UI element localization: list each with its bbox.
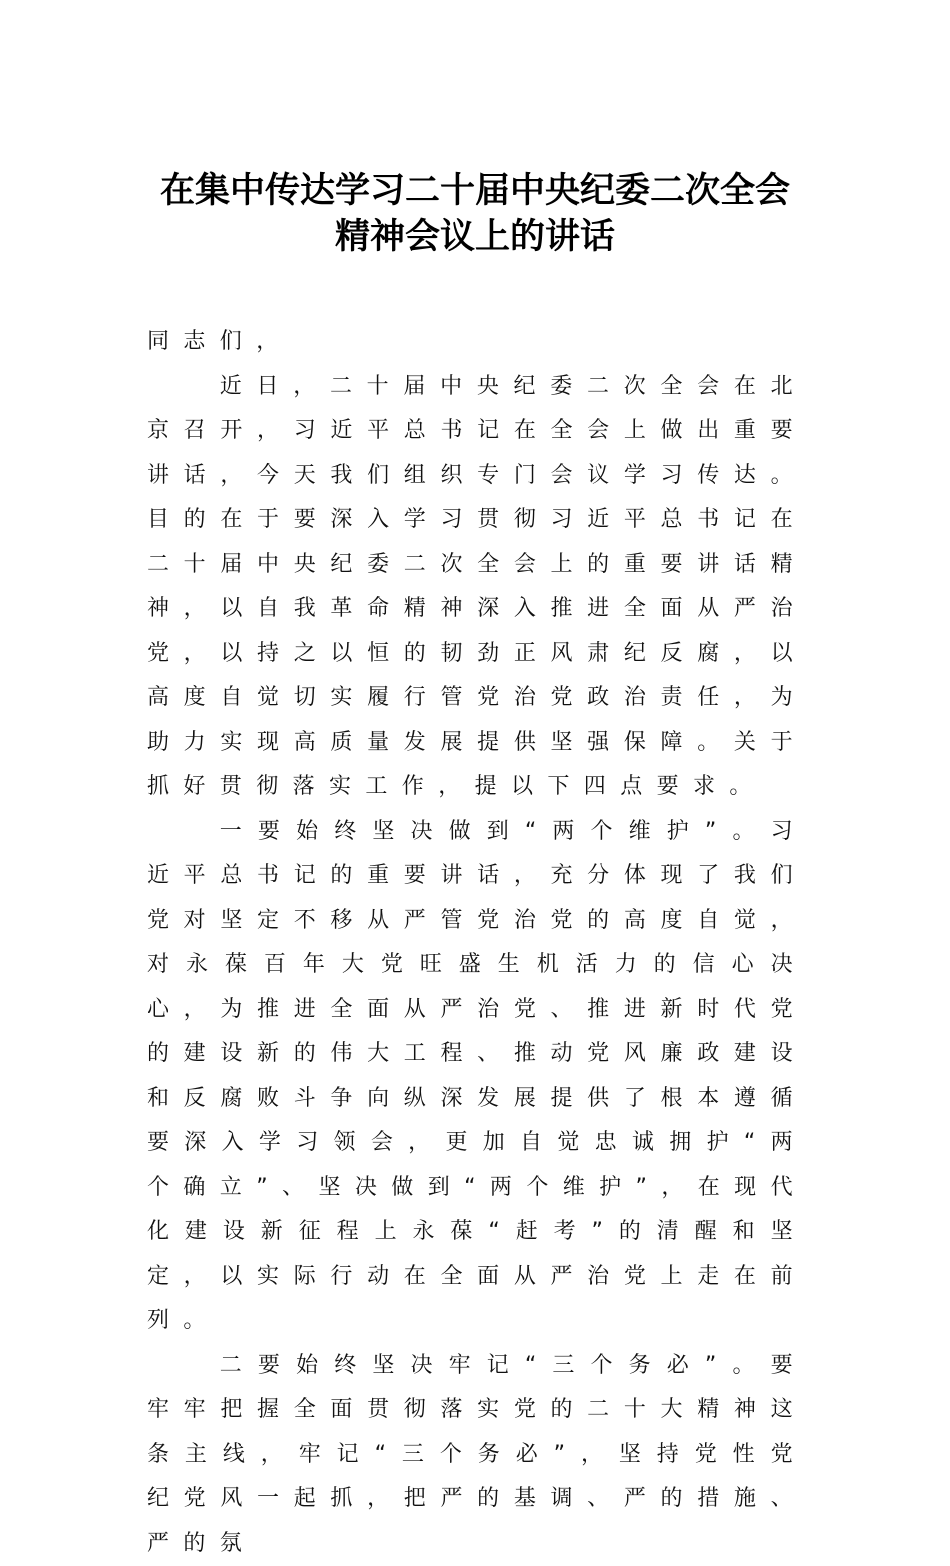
paragraph-point-2: 二要始终坚决牢记“三个务必”。要牢牢把握全面贯彻落实党的二十大精神这条主线，牢记“三个务必”，坚持党性党纪党风一起抓，把严的基调、严的措施、严的氛 [147, 1344, 807, 1566]
paragraph-intro: 近日，二十届中央纪委二次全会在北京召开，习近平总书记在全会上做出重要讲话，今天我们组织专门会议学习传达。目的在于要深入学习贯彻习近平总书记在二十届中央纪委二次全会上的重要讲话精神，以自我革命精神深入推进全面从严治党，以持之以恒的韧劲正风肃纪反腐，以高度自觉切实履行管党治党政治责任，为助力实现高质量发展提供坚强保障。关于抓好贯彻落实工作，提以下四点要求。 [147, 365, 807, 810]
paragraph-point-1: 一要始终坚决做到“两个维护”。习近平总书记的重要讲话，充分体现了我们党对坚定不移从严管党治党的高度自觉，对永葆百年大党旺盛生机活力的信心决心，为推进全面从严治党、推进新时代党的建设新的伟大工程、推动党风廉政建设和反腐败斗争向纵深发展提供了根本遵循要深入学习领会，更加自觉忠诚拥护“两个确立”、坚决做到“两个维护”，在现代化建设新征程上永葆“赶考”的清醒和坚定，以实际行动在全面从严治党上走在前列。 [147, 810, 807, 1344]
salutation: 同志们， [147, 320, 807, 365]
document-title [140, 168, 810, 260]
document-body [147, 320, 807, 1566]
title-line-2: 精神会议上的讲话 [140, 214, 810, 260]
title-line-1: 在集中传达学习二十届中央纪委二次全会 [140, 168, 810, 214]
